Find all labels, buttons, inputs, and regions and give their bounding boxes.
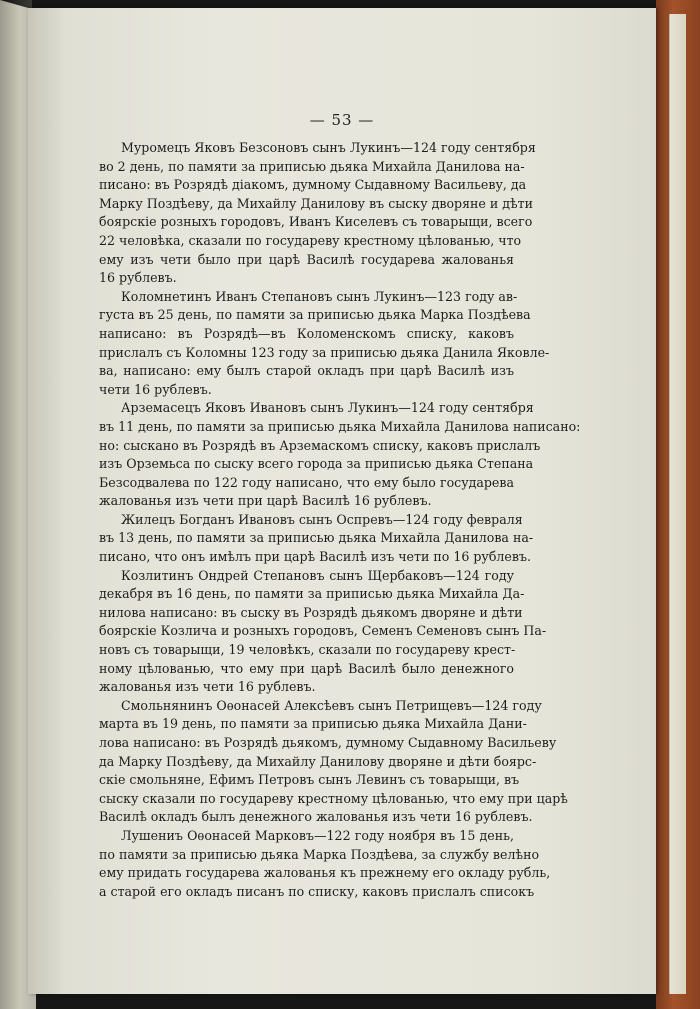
text-line: въ 11 день, по памяти за приписью дьяка Михайла Данилова написано: <box>99 418 581 434</box>
book-cover-edge <box>656 0 700 1009</box>
text-line: Марку Поздѣеву, да Михайлу Данилову въ сыску дворяне и дѣти <box>99 195 533 211</box>
text-line: лова написано: въ Розрядѣ дьякомъ, думному Сыдавному Васильеву <box>99 735 557 750</box>
text-line: ва, написано: ему былъ старой окладъ при царѣ Василѣ изъ <box>99 363 514 379</box>
text-line: Козлитинъ Ондрей Степановъ сынъ Щербаковъ—124 году <box>121 567 514 583</box>
text-line: Лушениъ Оѳонасей Марковъ—122 году ноября въ 15 день, <box>121 827 514 843</box>
text-line: нилова написано: въ сыску въ Розрядѣ дьякомъ дворяне и дѣти <box>99 604 523 620</box>
text-line: Безсодвалева по 122 году написано, что ему было государева <box>99 474 514 490</box>
text-line: боярскіе Козлича и розныхъ городовъ, Семенъ Семеновъ сынъ Па- <box>99 623 547 639</box>
text-line: ему придать государева жалованья къ прежнему его окладу рубль, <box>99 865 551 881</box>
text-line: писано: въ Розрядѣ діакомъ, думному Сыдавному Васильеву, да <box>99 177 527 193</box>
text-line: Арземасецъ Яковъ Ивановъ сынъ Лукинъ—124 году сентября <box>121 400 534 416</box>
text-line: во 2 день, по памяти за приписью дьяка Михайла Данилова на- <box>99 158 525 174</box>
text-line: 22 человѣка, сказали по государеву крестному цѣлованью, что <box>99 232 522 248</box>
text-line: написано: въ Розрядѣ—въ Коломенскомъ списку, каковъ <box>99 325 514 341</box>
text-line: Смольнянинъ Оѳонасей Алексѣевъ сынъ Петрищевъ—124 году <box>121 697 542 713</box>
text-line: жалованья изъ чети 16 рублевъ. <box>99 679 316 695</box>
text-line: новъ съ товарыщи, 19 человѣкъ, сказали по государеву крест- <box>99 642 516 658</box>
text-line: писано, что онъ имѣлъ при царѣ Василѣ изъ чети по 16 рублевъ. <box>99 549 531 565</box>
text-line: Василѣ окладъ былъ денежного жалованья изъ чети 16 рублевъ. <box>99 809 533 825</box>
text-line: декабря въ 16 день, по памяти за приписью дьяка Михайла Да- <box>99 586 525 602</box>
text-line: Жилецъ Богданъ Ивановъ сынъ Оспревъ—124 году февраля <box>121 511 523 527</box>
text-line: густа въ 25 день, по памяти за приписью дьяка Марка Поздѣева <box>99 307 531 323</box>
page-text <box>99 139 581 901</box>
text-line: жалованья изъ чети при царѣ Василѣ 16 рублевъ. <box>99 493 432 509</box>
text-line: прислалъ съ Коломны 123 году за приписью дьяка Данила Яковле- <box>99 344 550 360</box>
text-line: марта въ 19 день, по памяти за приписью дьяка Михайла Дани- <box>99 716 527 732</box>
page-stack-edge <box>669 14 686 994</box>
text-line: да Марку Поздѣеву, да Михайлу Данилову дворяне и дѣти боярс- <box>99 753 537 769</box>
text-line: Муромецъ Яковъ Безсоновъ сынъ Лукинъ—124 году сентября <box>121 140 536 155</box>
text-line: скіе смольняне, Ефимъ Петровъ сынъ Левинъ съ товарыщи, въ <box>99 772 520 788</box>
text-line: 16 рублевъ. <box>99 270 177 286</box>
text-line: а старой его окладъ писанъ по списку, каковъ прислалъ списокъ <box>99 883 535 899</box>
text-line: сыску сказали по государеву крестному цѣлованью, что ему при царѣ <box>99 790 568 806</box>
text-line: изъ Орземьса по сыску всего города за приписью дьяка Степана <box>99 456 534 472</box>
page-number: — 53 — <box>309 111 375 129</box>
text-line: по памяти за приписью дьяка Марка Поздѣева, за службу велѣно <box>99 846 540 862</box>
text-line: чети 16 рублевъ. <box>99 381 212 397</box>
text-line: въ 13 день, по памяти за приписью дьяка Михайла Данилова на- <box>99 530 534 546</box>
text-line: боярскіе розныхъ городовъ, Иванъ Киселевъ съ товарыщи, всего <box>99 214 533 230</box>
text-line: ному цѣлованью, что ему при царѣ Василѣ было денежного <box>99 660 514 676</box>
text-line: ему изъ чети было при царѣ Василѣ государева жалованья <box>99 251 514 267</box>
book-page <box>28 8 656 994</box>
text-line: но: сыскано въ Розрядѣ въ Арземаскомъ списку, каковъ прислалъ <box>99 437 541 453</box>
text-line: Коломнетинъ Иванъ Степановъ сынъ Лукинъ—123 году ав- <box>121 288 518 304</box>
